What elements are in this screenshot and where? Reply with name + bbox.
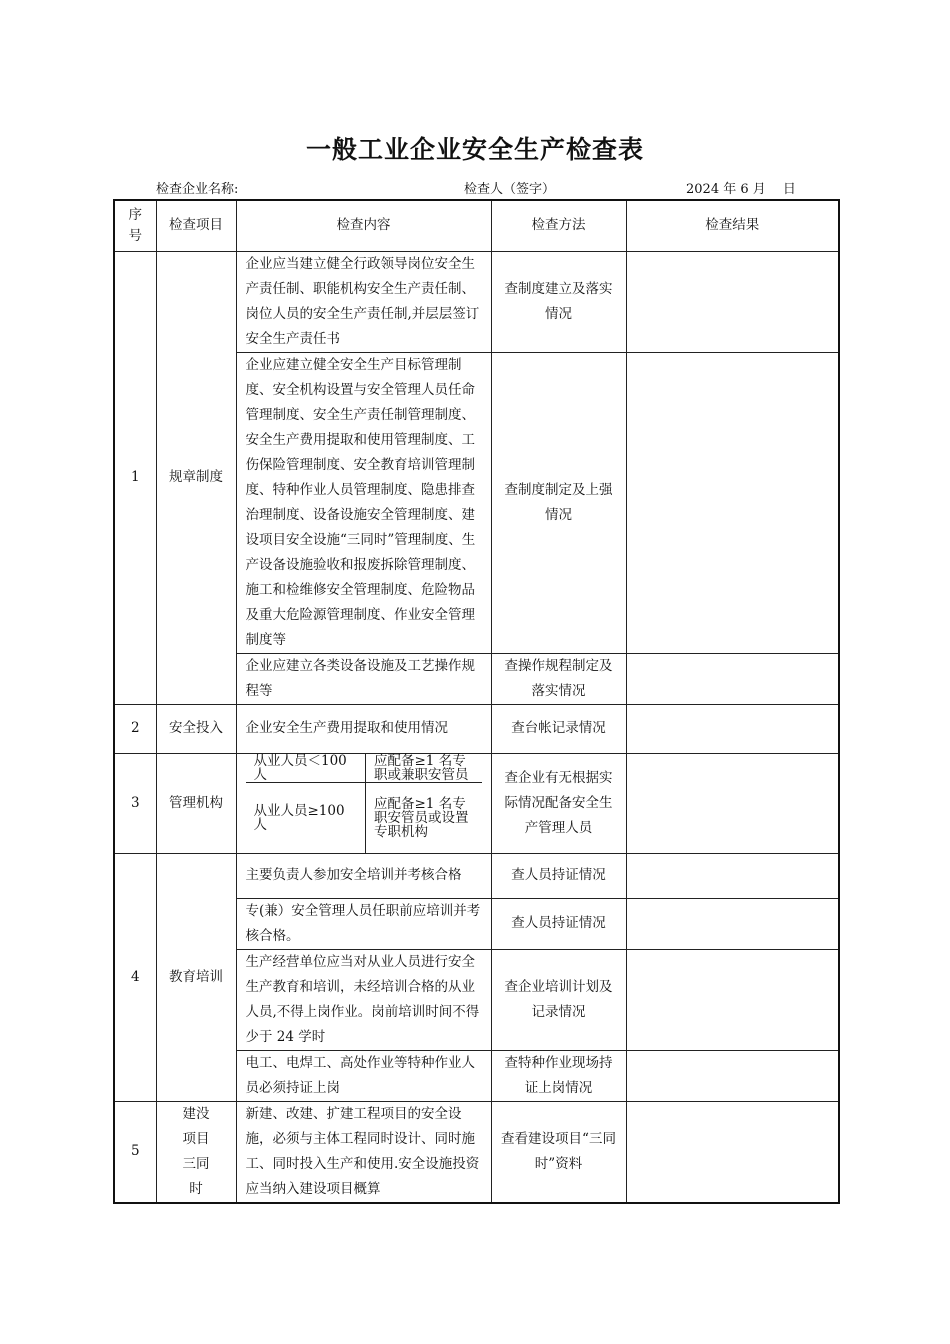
check-method: 查制度制定及上强情况 [491, 352, 626, 653]
inspector-signature-label: 检查人（签字） [464, 182, 556, 197]
check-method: 查看建设项目“三同时”资料 [491, 1101, 626, 1203]
company-name-label: 检查企业名称: [156, 182, 239, 197]
check-method: 查人员持证情况 [491, 898, 626, 949]
staff-condition: 从业人员≥100人 [246, 782, 366, 853]
section-seq: 3 [114, 753, 156, 853]
header-seq: 序 号 [114, 200, 156, 251]
staffing-requirements [236, 753, 491, 853]
staffing-subtable [246, 754, 482, 853]
check-result-cell[interactable] [626, 898, 839, 949]
check-result-cell[interactable] [626, 1101, 839, 1203]
section-seq: 1 [114, 251, 156, 704]
check-method: 查制度建立及落实情况 [491, 251, 626, 352]
section-seq: 5 [114, 1101, 156, 1203]
section-item: 管理机构 [156, 753, 236, 853]
check-result-cell[interactable] [626, 653, 839, 704]
table-row [114, 753, 839, 853]
check-content: 企业应建立健全安全生产目标管理制度、安全机构设置与安全管理人员任命管理制度、安全生产责任制管理制度、安全生产费用提取和使用管理制度、工伤保险管理制度、安全教育培训管理制度、特种作业人员管理制度、隐患排查治理制度、设备设施安全管理制度、建设项目安全设施“三同时”管理制度、生产设备设施验收和报废拆除管理制度、施工和检维修安全管理制度、危险物品及重大危险源管理制度、作业安全管理制度等 [236, 352, 491, 653]
check-result-cell[interactable] [626, 1050, 839, 1101]
check-content: 企业应建立各类设备设施及工艺操作规程等 [236, 653, 491, 704]
staff-condition: 从业人员＜100人 [246, 754, 366, 783]
check-content: 电工、电焊工、高处作业等特种作业人员必须持证上岗 [236, 1050, 491, 1101]
section-item: 建没项目三同时 [156, 1101, 236, 1203]
check-result-cell[interactable] [626, 704, 839, 753]
check-content: 企业安全生产费用提取和使用情况 [236, 704, 491, 753]
header-method: 检查方法 [491, 200, 626, 251]
section-item: 规章制度 [156, 251, 236, 704]
staffing-row [246, 782, 482, 853]
header-content: 检查内容 [236, 200, 491, 251]
section-seq: 2 [114, 704, 156, 753]
check-content: 生产经营单位应当对从业人员进行安全生产教育和培训，未经培训合格的从业人员,不得上岗作业。岗前培训时间不得少于 24 学时 [236, 949, 491, 1050]
check-result-cell[interactable] [626, 949, 839, 1050]
inspection-table [113, 199, 840, 1204]
check-method: 查企业有无根据实际情况配备安全生产管理人员 [491, 753, 626, 853]
staff-requirement: 应配备≥1 名专职安管员或设置专职机构 [374, 795, 469, 840]
check-method: 查企业培训计划及记录情况 [491, 949, 626, 1050]
check-content: 主要负责人参加安全培训并考核合格 [236, 853, 491, 898]
staff-requirement: 应配备≥1 名专职或兼职安管员 [366, 754, 482, 783]
section-item: 教育培训 [156, 853, 236, 1101]
check-method: 查台帐记录情况 [491, 704, 626, 753]
date-label: 2024 年 6 月 日 [686, 182, 796, 197]
header-row [114, 200, 839, 251]
section-seq: 4 [114, 853, 156, 1101]
table-row [114, 1101, 839, 1203]
check-method: 查操作规程制定及落实情况 [491, 653, 626, 704]
check-result-cell[interactable] [626, 853, 839, 898]
check-method: 查特种作业现场持证上岗情况 [491, 1050, 626, 1101]
header-item: 检查项目 [156, 200, 236, 251]
check-result-cell[interactable] [626, 753, 839, 853]
table-row [114, 704, 839, 753]
section-item: 安全投入 [156, 704, 236, 753]
check-result-cell[interactable] [626, 251, 839, 352]
check-content: 专(兼）安全管理人员任职前应培训并考核合格。 [236, 898, 491, 949]
staffing-row [246, 754, 482, 783]
document-title: 一般工业企业安全生产检查表 [305, 135, 644, 164]
check-content: 新建、改建、扩建工程项目的安全设施，必须与主体工程同时设计、同时施工、同时投入生产和使用.安全设施投资应当纳入建设项目概算 [236, 1101, 491, 1203]
check-result-cell[interactable] [626, 352, 839, 653]
check-content: 企业应当建立健全行政领导岗位安全生产责任制、职能机构安全生产责任制、岗位人员的安全生产责任制,并层层签订安全生产责任书 [236, 251, 491, 352]
header-result: 检查结果 [626, 200, 839, 251]
check-method: 查人员持证情况 [491, 853, 626, 898]
table-row [114, 853, 839, 898]
table-row [114, 251, 839, 352]
